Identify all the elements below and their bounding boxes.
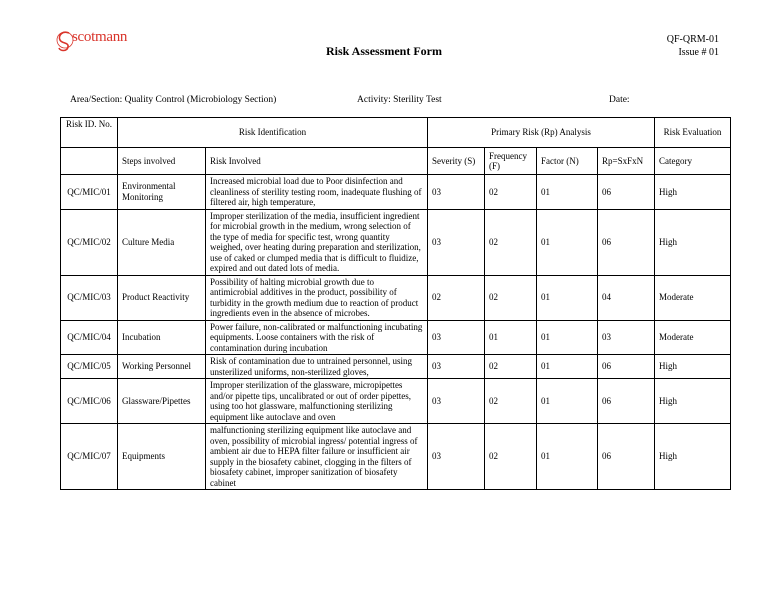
cell-severity: 02 — [428, 275, 485, 320]
cell-severity: 03 — [428, 379, 485, 424]
cell-risk-id: QC/MIC/02 — [61, 209, 118, 275]
cell-risk-description: Power failure, non-calibrated or malfunctioning incubating equipments. Loose containers with the risk of contamination during incubation — [206, 320, 428, 355]
table-header-row — [61, 118, 731, 148]
cell-risk-id: QC/MIC/03 — [61, 275, 118, 320]
cell-severity: 03 — [428, 175, 485, 210]
subheader-blank — [61, 148, 118, 175]
table-row — [61, 424, 731, 490]
cell-risk-description: Improper sterilization of the media, insufficient ingredient for microbial growth in the medium, wrong selection of the type of media for specific test, wrong quantity weighed, over heating during preparation and sterilization, use of caked or clumped media that is difficult to fluidize, expired and out dated lots of media. — [206, 209, 428, 275]
cell-step: Incubation — [118, 320, 206, 355]
table-row — [61, 355, 731, 379]
logo-text: scotmann — [72, 29, 128, 45]
cell-risk-description: Risk of contamination due to untrained personnel, using unsterilized uniforms, non-sterilized gloves, — [206, 355, 428, 379]
cell-category: Moderate — [655, 320, 731, 355]
cell-severity: 03 — [428, 209, 485, 275]
subheader-steps: Steps involved — [118, 148, 206, 175]
cell-factor: 01 — [537, 355, 598, 379]
cell-category: High — [655, 209, 731, 275]
cell-factor: 01 — [537, 379, 598, 424]
cell-factor: 01 — [537, 424, 598, 490]
doc-code: QF-QRM-01 — [666, 34, 719, 45]
cell-severity: 03 — [428, 355, 485, 379]
cell-severity: 03 — [428, 424, 485, 490]
cell-factor: 01 — [537, 320, 598, 355]
cell-factor: 01 — [537, 209, 598, 275]
header-risk-id: Risk ID. No. — [61, 118, 118, 148]
cell-risk-id: QC/MIC/04 — [61, 320, 118, 355]
risk-assessment-table — [60, 117, 731, 490]
cell-rp-value: 03 — [598, 320, 655, 355]
cell-category: High — [655, 175, 731, 210]
issue-number: Issue # 01 — [678, 47, 719, 58]
cell-risk-description: Possibility of halting microbial growth due to antimicrobial additives in the product, possibility of turbidity in the growth medium due to reaction of product ingredients even in the absence of microbes. — [206, 275, 428, 320]
cell-factor: 01 — [537, 175, 598, 210]
cell-factor: 01 — [537, 275, 598, 320]
cell-frequency: 01 — [485, 320, 537, 355]
cell-rp-value: 04 — [598, 275, 655, 320]
cell-risk-id: QC/MIC/01 — [61, 175, 118, 210]
cell-frequency: 02 — [485, 379, 537, 424]
cell-frequency: 02 — [485, 275, 537, 320]
header-primary-risk: Primary Risk (Rp) Analysis — [428, 118, 655, 148]
cell-frequency: 02 — [485, 424, 537, 490]
activity: Activity: Sterility Test — [357, 95, 442, 105]
table-row — [61, 209, 731, 275]
cell-frequency: 02 — [485, 355, 537, 379]
table-subheader-row — [61, 148, 731, 175]
cell-step: Glassware/Pipettes — [118, 379, 206, 424]
cell-step: Working Personnel — [118, 355, 206, 379]
table-row — [61, 275, 731, 320]
subheader-category: Category — [655, 148, 731, 175]
cell-frequency: 02 — [485, 209, 537, 275]
header-risk-identification: Risk Identification — [118, 118, 428, 148]
cell-risk-description: malfunctioning sterilizing equipment like autoclave and oven, possibility of microbial ingress/ potential ingress of ambient air due to HEPA filter failure or insufficient air supply in the biosafety cabinet, clogging in the filters of biosafety cabinet, improper sanitization of biosafety cabinet — [206, 424, 428, 490]
cell-risk-description: Increased microbial load due to Poor disinfection and cleanliness of sterility testing room, inadequate flushing of filtered air, high temperature, — [206, 175, 428, 210]
table-row — [61, 320, 731, 355]
table-row — [61, 175, 731, 210]
cell-rp-value: 06 — [598, 209, 655, 275]
cell-step: Environmental Monitoring — [118, 175, 206, 210]
cell-step: Culture Media — [118, 209, 206, 275]
cell-severity: 03 — [428, 320, 485, 355]
cell-rp-value: 06 — [598, 379, 655, 424]
cell-rp-value: 06 — [598, 355, 655, 379]
subheader-frequency: Frequency (F) — [485, 148, 537, 175]
document-reference — [667, 33, 719, 59]
cell-category: High — [655, 355, 731, 379]
subheader-rp: Rp=SxFxN — [598, 148, 655, 175]
subheader-factor: Factor (N) — [537, 148, 598, 175]
date-label: Date: — [609, 95, 630, 105]
cell-frequency: 02 — [485, 175, 537, 210]
cell-category: Moderate — [655, 275, 731, 320]
area-section: Area/Section: Quality Control (Microbiology Section) — [70, 95, 277, 105]
cell-risk-id: QC/MIC/07 — [61, 424, 118, 490]
cell-category: High — [655, 379, 731, 424]
cell-rp-value: 06 — [598, 424, 655, 490]
cell-rp-value: 06 — [598, 175, 655, 210]
cell-risk-id: QC/MIC/05 — [61, 355, 118, 379]
cell-step: Product Reactivity — [118, 275, 206, 320]
cell-risk-description: Improper sterilization of the glassware, micropipettes and/or pipette tips, uncalibrated or out of order pipettes, using too hot glassware, malfunctioning sterilizing equipment like autoclave and oven — [206, 379, 428, 424]
subheader-severity: Severity (S) — [428, 148, 485, 175]
cell-step: Equipments — [118, 424, 206, 490]
subheader-risk: Risk Involved — [206, 148, 428, 175]
table-row — [61, 379, 731, 424]
cell-risk-id: QC/MIC/06 — [61, 379, 118, 424]
header-risk-evaluation: Risk Evaluation — [655, 118, 731, 148]
page-title: Risk Assessment Form — [326, 44, 442, 58]
cell-category: High — [655, 424, 731, 490]
